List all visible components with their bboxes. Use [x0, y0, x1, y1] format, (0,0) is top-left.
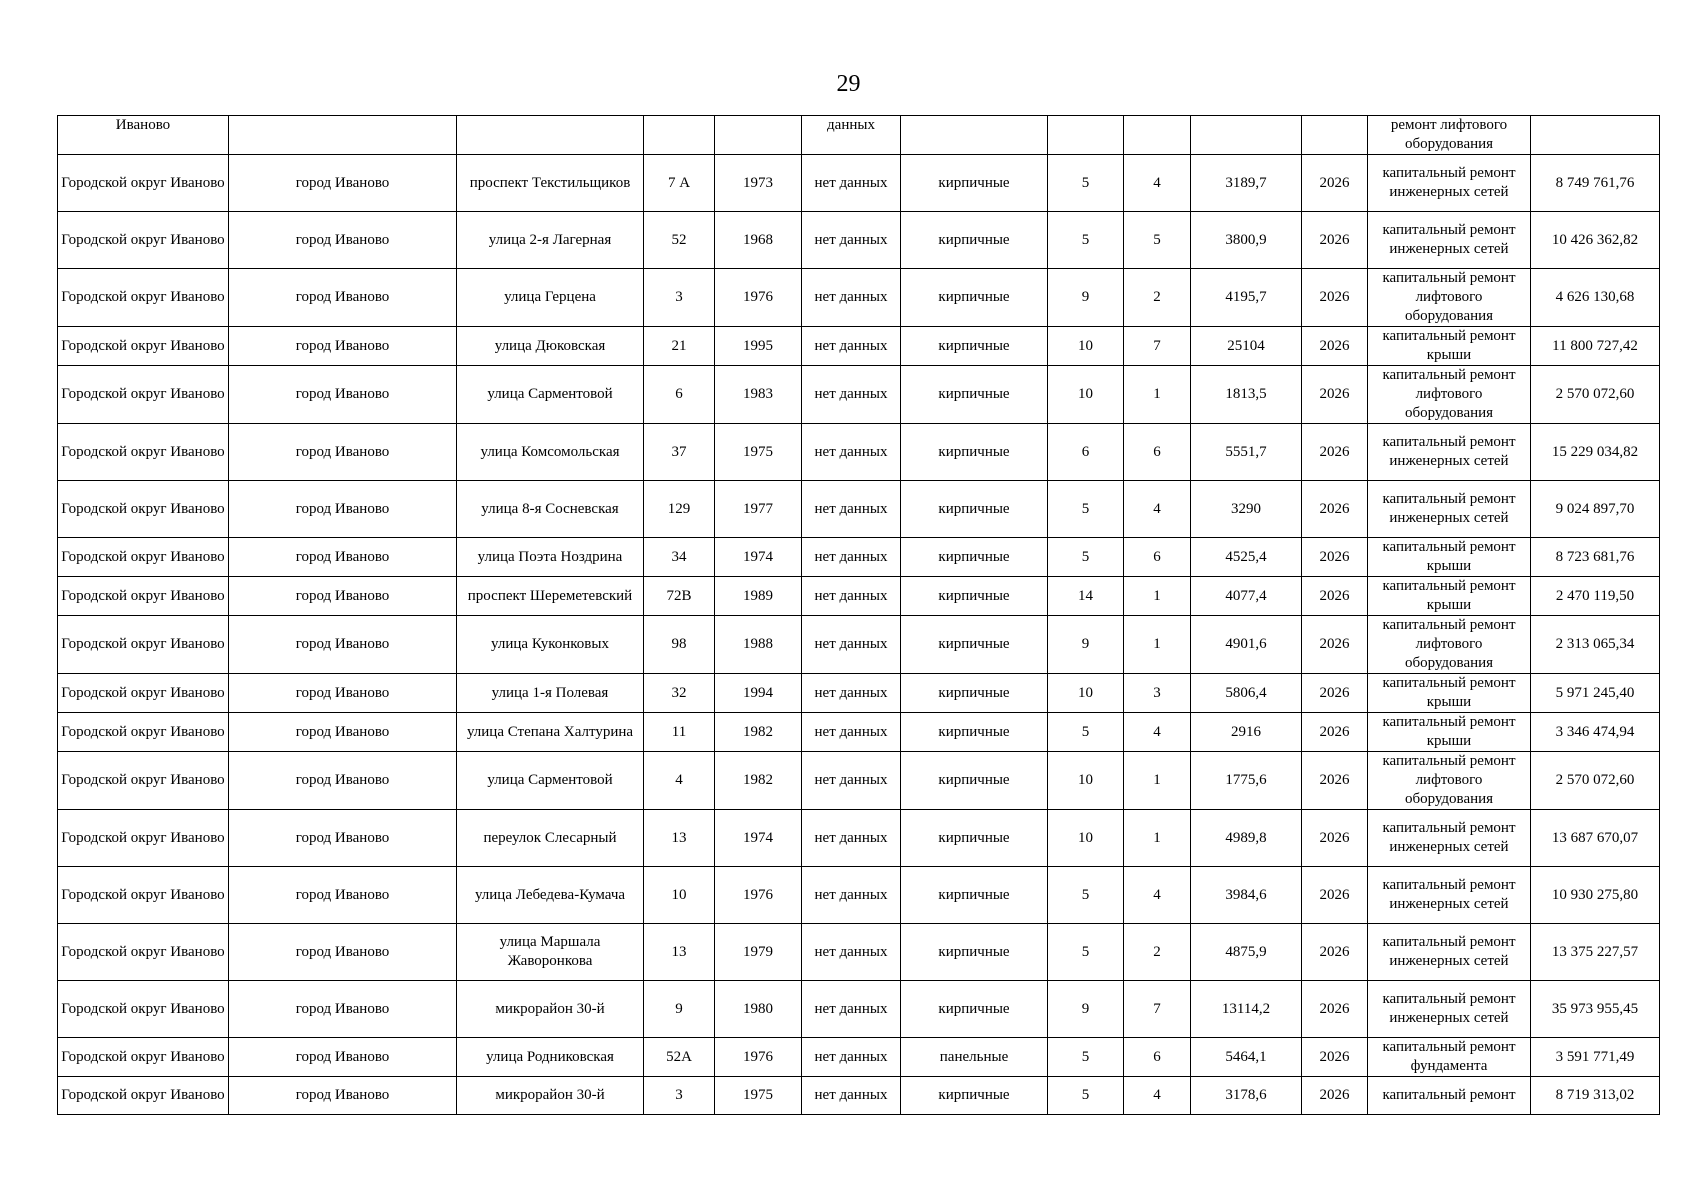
- cell-plan-year: 2026: [1302, 327, 1368, 366]
- cell-locality: город Иваново: [229, 424, 457, 481]
- cell-locality: город Иваново: [229, 616, 457, 674]
- cell-locality: город Иваново: [229, 674, 457, 713]
- table-row: [58, 1038, 1660, 1077]
- cell-plan-year: [1302, 116, 1368, 155]
- cell-floors: 9: [1048, 616, 1124, 674]
- cell-status: нет данных: [802, 1077, 901, 1115]
- cell-status: нет данных: [802, 327, 901, 366]
- table-row: [58, 810, 1660, 867]
- cell-municipality: Городской округ Иваново: [58, 577, 229, 616]
- cell-street: улица 1-я Полевая: [457, 674, 644, 713]
- cell-floors: 5: [1048, 481, 1124, 538]
- cell-wall-material: кирпичные: [901, 1077, 1048, 1115]
- cell-municipality: Городской округ Иваново: [58, 1077, 229, 1115]
- cell-house: 10: [644, 867, 715, 924]
- cell-plan-year: 2026: [1302, 752, 1368, 810]
- table-row: [58, 269, 1660, 327]
- cell-street: улица Лебедева-Кумача: [457, 867, 644, 924]
- cell-house: 13: [644, 810, 715, 867]
- cell-wall-material: кирпичные: [901, 674, 1048, 713]
- cell-street: проспект Шереметевский: [457, 577, 644, 616]
- cell-house: 9: [644, 981, 715, 1038]
- cell-status: нет данных: [802, 481, 901, 538]
- cell-wall-material: кирпичные: [901, 155, 1048, 212]
- cell-entrances: 2: [1124, 269, 1191, 327]
- cell-entrances: 6: [1124, 424, 1191, 481]
- table-row: [58, 212, 1660, 269]
- cell-cost: 8 719 313,02: [1531, 1077, 1660, 1115]
- cell-municipality: Городской округ Иваново: [58, 713, 229, 752]
- cell-cost: 35 973 955,45: [1531, 981, 1660, 1038]
- cell-year: 1977: [715, 481, 802, 538]
- cell-entrances: 1: [1124, 366, 1191, 424]
- cell-municipality: Городской округ Иваново: [58, 538, 229, 577]
- cell-plan-year: 2026: [1302, 810, 1368, 867]
- cell-municipality: Городской округ Иваново: [58, 981, 229, 1038]
- cell-status: нет данных: [802, 674, 901, 713]
- cell-area: 3984,6: [1191, 867, 1302, 924]
- cell-municipality: Городской округ Иваново: [58, 1038, 229, 1077]
- cell-cost: 13 375 227,57: [1531, 924, 1660, 981]
- cell-wall-material: кирпичные: [901, 810, 1048, 867]
- cell-area: 13114,2: [1191, 981, 1302, 1038]
- cell-municipality: Городской округ Иваново: [58, 867, 229, 924]
- cell-locality: город Иваново: [229, 327, 457, 366]
- cell-area: 4989,8: [1191, 810, 1302, 867]
- cell-entrances: 7: [1124, 327, 1191, 366]
- cell-municipality: Городской округ Иваново: [58, 327, 229, 366]
- cell-locality: [229, 116, 457, 155]
- cell-locality: город Иваново: [229, 867, 457, 924]
- cell-cost: 10 930 275,80: [1531, 867, 1660, 924]
- cell-wall-material: кирпичные: [901, 269, 1048, 327]
- cell-plan-year: 2026: [1302, 269, 1368, 327]
- cell-locality: город Иваново: [229, 212, 457, 269]
- cell-work-type: капитальный ремонт крыши: [1368, 577, 1531, 616]
- cell-status: нет данных: [802, 924, 901, 981]
- cell-entrances: 4: [1124, 713, 1191, 752]
- table-row: [58, 424, 1660, 481]
- cell-cost: 2 570 072,60: [1531, 366, 1660, 424]
- cell-status: нет данных: [802, 577, 901, 616]
- cell-area: 4195,7: [1191, 269, 1302, 327]
- cell-wall-material: кирпичные: [901, 212, 1048, 269]
- cell-year: 1968: [715, 212, 802, 269]
- cell-area: 2916: [1191, 713, 1302, 752]
- cell-house: 98: [644, 616, 715, 674]
- cell-house: 32: [644, 674, 715, 713]
- cell-house: 34: [644, 538, 715, 577]
- table-row: [58, 752, 1660, 810]
- cell-locality: город Иваново: [229, 810, 457, 867]
- cell-work-type: капитальный ремонт: [1368, 1077, 1531, 1115]
- cell-work-type: капитальный ремонт инженерных сетей: [1368, 481, 1531, 538]
- cell-floors: 10: [1048, 752, 1124, 810]
- table-row: [58, 867, 1660, 924]
- cell-cost: 4 626 130,68: [1531, 269, 1660, 327]
- cell-wall-material: кирпичные: [901, 327, 1048, 366]
- cell-floors: 9: [1048, 269, 1124, 327]
- cell-area: 5806,4: [1191, 674, 1302, 713]
- cell-floors: 5: [1048, 1077, 1124, 1115]
- cell-entrances: 4: [1124, 867, 1191, 924]
- cell-area: 3290: [1191, 481, 1302, 538]
- cell-status: нет данных: [802, 616, 901, 674]
- cell-locality: город Иваново: [229, 1077, 457, 1115]
- cell-entrances: 4: [1124, 155, 1191, 212]
- cell-entrances: 5: [1124, 212, 1191, 269]
- cell-locality: город Иваново: [229, 366, 457, 424]
- cell-work-type: капитальный ремонт лифтового оборудования: [1368, 269, 1531, 327]
- cell-cost: [1531, 116, 1660, 155]
- cell-cost: 9 024 897,70: [1531, 481, 1660, 538]
- cell-entrances: 4: [1124, 1077, 1191, 1115]
- cell-entrances: 3: [1124, 674, 1191, 713]
- cell-entrances: 6: [1124, 1038, 1191, 1077]
- cell-floors: 5: [1048, 713, 1124, 752]
- cell-plan-year: 2026: [1302, 366, 1368, 424]
- cell-municipality: Городской округ Иваново: [58, 424, 229, 481]
- cell-street: микрорайон 30-й: [457, 981, 644, 1038]
- cell-house: 11: [644, 713, 715, 752]
- cell-area: 4077,4: [1191, 577, 1302, 616]
- cell-municipality: Городской округ Иваново: [58, 924, 229, 981]
- cell-plan-year: 2026: [1302, 577, 1368, 616]
- cell-year: 1995: [715, 327, 802, 366]
- cell-cost: 13 687 670,07: [1531, 810, 1660, 867]
- page-number: 29: [836, 71, 861, 97]
- cell-year: 1988: [715, 616, 802, 674]
- cell-year: 1975: [715, 1077, 802, 1115]
- cell-locality: город Иваново: [229, 752, 457, 810]
- cell-municipality: Городской округ Иваново: [58, 810, 229, 867]
- cell-municipality: Городской округ Иваново: [58, 674, 229, 713]
- cell-status: нет данных: [802, 366, 901, 424]
- cell-work-type: капитальный ремонт лифтового оборудования: [1368, 366, 1531, 424]
- cell-locality: город Иваново: [229, 269, 457, 327]
- cell-year: 1976: [715, 269, 802, 327]
- cell-year: 1982: [715, 752, 802, 810]
- cell-status: нет данных: [802, 981, 901, 1038]
- cell-year: 1983: [715, 366, 802, 424]
- cell-cost: 5 971 245,40: [1531, 674, 1660, 713]
- cell-entrances: 1: [1124, 810, 1191, 867]
- cell-street: улица Комсомольская: [457, 424, 644, 481]
- cell-year: 1976: [715, 1038, 802, 1077]
- cell-work-type: капитальный ремонт инженерных сетей: [1368, 212, 1531, 269]
- cell-street: улица Куконковых: [457, 616, 644, 674]
- cell-locality: город Иваново: [229, 713, 457, 752]
- cell-status: нет данных: [802, 713, 901, 752]
- cell-status: нет данных: [802, 810, 901, 867]
- cell-plan-year: 2026: [1302, 981, 1368, 1038]
- cell-street: улица Дюковская: [457, 327, 644, 366]
- cell-floors: 10: [1048, 674, 1124, 713]
- cell-house: 37: [644, 424, 715, 481]
- cell-year: 1973: [715, 155, 802, 212]
- cell-wall-material: кирпичные: [901, 713, 1048, 752]
- cell-status: нет данных: [802, 424, 901, 481]
- cell-status: нет данных: [802, 752, 901, 810]
- cell-entrances: 6: [1124, 538, 1191, 577]
- cell-area: 1775,6: [1191, 752, 1302, 810]
- cell-work-type: капитальный ремонт инженерных сетей: [1368, 155, 1531, 212]
- cell-year: 1979: [715, 924, 802, 981]
- cell-locality: город Иваново: [229, 981, 457, 1038]
- cell-entrances: 1: [1124, 616, 1191, 674]
- cell-house: 13: [644, 924, 715, 981]
- cell-floors: 5: [1048, 924, 1124, 981]
- cell-work-type: ремонт лифтового оборудования: [1368, 116, 1531, 155]
- cell-house: 129: [644, 481, 715, 538]
- cell-street: микрорайон 30-й: [457, 1077, 644, 1115]
- cell-house: 3: [644, 1077, 715, 1115]
- cell-floors: 5: [1048, 538, 1124, 577]
- cell-area: [1191, 116, 1302, 155]
- cell-house: [644, 116, 715, 155]
- cell-cost: 10 426 362,82: [1531, 212, 1660, 269]
- cell-area: 3189,7: [1191, 155, 1302, 212]
- cell-floors: 14: [1048, 577, 1124, 616]
- cell-plan-year: 2026: [1302, 616, 1368, 674]
- table-row: [58, 538, 1660, 577]
- cell-year: 1975: [715, 424, 802, 481]
- cell-municipality: Городской округ Иваново: [58, 155, 229, 212]
- cell-year: 1994: [715, 674, 802, 713]
- housing-repair-table: [57, 115, 1660, 1115]
- cell-municipality: Городской округ Иваново: [58, 212, 229, 269]
- cell-wall-material: кирпичные: [901, 867, 1048, 924]
- cell-house: 3: [644, 269, 715, 327]
- cell-work-type: капитальный ремонт крыши: [1368, 327, 1531, 366]
- cell-municipality: Иваново: [58, 116, 229, 155]
- cell-year: 1982: [715, 713, 802, 752]
- cell-municipality: Городской округ Иваново: [58, 269, 229, 327]
- cell-year: 1980: [715, 981, 802, 1038]
- cell-entrances: 1: [1124, 752, 1191, 810]
- cell-floors: 5: [1048, 155, 1124, 212]
- cell-cost: 3 346 474,94: [1531, 713, 1660, 752]
- table-row-continuation: [58, 116, 1660, 155]
- cell-work-type: капитальный ремонт крыши: [1368, 538, 1531, 577]
- cell-locality: город Иваново: [229, 577, 457, 616]
- cell-street: улица Сарментовой: [457, 752, 644, 810]
- cell-wall-material: кирпичные: [901, 577, 1048, 616]
- cell-work-type: капитальный ремонт крыши: [1368, 713, 1531, 752]
- cell-area: 4901,6: [1191, 616, 1302, 674]
- cell-area: 3800,9: [1191, 212, 1302, 269]
- cell-year: 1974: [715, 538, 802, 577]
- table-row: [58, 327, 1660, 366]
- cell-house: 6: [644, 366, 715, 424]
- cell-floors: 10: [1048, 810, 1124, 867]
- cell-status: нет данных: [802, 212, 901, 269]
- cell-floors: [1048, 116, 1124, 155]
- cell-street: переулок Слесарный: [457, 810, 644, 867]
- cell-plan-year: 2026: [1302, 155, 1368, 212]
- cell-wall-material: кирпичные: [901, 481, 1048, 538]
- cell-plan-year: 2026: [1302, 867, 1368, 924]
- cell-street: улица Поэта Ноздрина: [457, 538, 644, 577]
- cell-area: 4875,9: [1191, 924, 1302, 981]
- cell-area: 1813,5: [1191, 366, 1302, 424]
- cell-wall-material: кирпичные: [901, 424, 1048, 481]
- cell-wall-material: [901, 116, 1048, 155]
- cell-year: 1989: [715, 577, 802, 616]
- cell-work-type: капитальный ремонт инженерных сетей: [1368, 867, 1531, 924]
- cell-status: нет данных: [802, 269, 901, 327]
- cell-status: нет данных: [802, 1038, 901, 1077]
- cell-house: 21: [644, 327, 715, 366]
- cell-municipality: Городской округ Иваново: [58, 616, 229, 674]
- cell-status: нет данных: [802, 155, 901, 212]
- cell-house: 4: [644, 752, 715, 810]
- cell-entrances: 2: [1124, 924, 1191, 981]
- cell-work-type: капитальный ремонт крыши: [1368, 674, 1531, 713]
- cell-street: улица 8-я Сосневская: [457, 481, 644, 538]
- cell-plan-year: 2026: [1302, 212, 1368, 269]
- cell-year: 1976: [715, 867, 802, 924]
- cell-cost: 15 229 034,82: [1531, 424, 1660, 481]
- cell-status: нет данных: [802, 538, 901, 577]
- cell-wall-material: кирпичные: [901, 924, 1048, 981]
- table-row: [58, 713, 1660, 752]
- table-row: [58, 981, 1660, 1038]
- cell-municipality: Городской округ Иваново: [58, 481, 229, 538]
- cell-floors: 6: [1048, 424, 1124, 481]
- cell-entrances: 7: [1124, 981, 1191, 1038]
- cell-entrances: [1124, 116, 1191, 155]
- cell-area: 4525,4: [1191, 538, 1302, 577]
- cell-plan-year: 2026: [1302, 924, 1368, 981]
- cell-work-type: капитальный ремонт инженерных сетей: [1368, 424, 1531, 481]
- cell-entrances: 4: [1124, 481, 1191, 538]
- cell-plan-year: 2026: [1302, 538, 1368, 577]
- cell-cost: 8 723 681,76: [1531, 538, 1660, 577]
- table-body: [58, 116, 1660, 1115]
- table-row: [58, 366, 1660, 424]
- table-row: [58, 481, 1660, 538]
- table-row: [58, 577, 1660, 616]
- cell-area: 3178,6: [1191, 1077, 1302, 1115]
- cell-wall-material: кирпичные: [901, 616, 1048, 674]
- cell-cost: 2 470 119,50: [1531, 577, 1660, 616]
- cell-street: проспект Текстильщиков: [457, 155, 644, 212]
- cell-cost: 11 800 727,42: [1531, 327, 1660, 366]
- table-row: [58, 924, 1660, 981]
- cell-house: 7 А: [644, 155, 715, 212]
- cell-wall-material: кирпичные: [901, 366, 1048, 424]
- cell-work-type: капитальный ремонт инженерных сетей: [1368, 924, 1531, 981]
- cell-plan-year: 2026: [1302, 424, 1368, 481]
- cell-area: 5551,7: [1191, 424, 1302, 481]
- cell-plan-year: 2026: [1302, 674, 1368, 713]
- cell-floors: 5: [1048, 1038, 1124, 1077]
- cell-entrances: 1: [1124, 577, 1191, 616]
- cell-locality: город Иваново: [229, 1038, 457, 1077]
- cell-floors: 5: [1048, 212, 1124, 269]
- cell-floors: 10: [1048, 327, 1124, 366]
- cell-area: 25104: [1191, 327, 1302, 366]
- cell-floors: 5: [1048, 867, 1124, 924]
- cell-street: улица Степана Халтурина: [457, 713, 644, 752]
- cell-status: данных: [802, 116, 901, 155]
- cell-work-type: капитальный ремонт инженерных сетей: [1368, 810, 1531, 867]
- cell-wall-material: кирпичные: [901, 752, 1048, 810]
- cell-cost: 8 749 761,76: [1531, 155, 1660, 212]
- cell-wall-material: кирпичные: [901, 981, 1048, 1038]
- cell-area: 5464,1: [1191, 1038, 1302, 1077]
- cell-floors: 9: [1048, 981, 1124, 1038]
- cell-street: улица Герцена: [457, 269, 644, 327]
- cell-plan-year: 2026: [1302, 1038, 1368, 1077]
- table-row: [58, 155, 1660, 212]
- cell-status: нет данных: [802, 867, 901, 924]
- cell-municipality: Городской округ Иваново: [58, 366, 229, 424]
- cell-street: улица Родниковская: [457, 1038, 644, 1077]
- cell-work-type: капитальный ремонт лифтового оборудования: [1368, 752, 1531, 810]
- cell-street: улица Маршала Жаворонкова: [457, 924, 644, 981]
- table-row: [58, 674, 1660, 713]
- cell-locality: город Иваново: [229, 538, 457, 577]
- cell-house: 52А: [644, 1038, 715, 1077]
- cell-locality: город Иваново: [229, 155, 457, 212]
- cell-year: 1974: [715, 810, 802, 867]
- cell-cost: 3 591 771,49: [1531, 1038, 1660, 1077]
- cell-work-type: капитальный ремонт лифтового оборудования: [1368, 616, 1531, 674]
- cell-work-type: капитальный ремонт инженерных сетей: [1368, 981, 1531, 1038]
- cell-plan-year: 2026: [1302, 1077, 1368, 1115]
- cell-locality: город Иваново: [229, 481, 457, 538]
- cell-plan-year: 2026: [1302, 481, 1368, 538]
- cell-wall-material: кирпичные: [901, 538, 1048, 577]
- cell-locality: город Иваново: [229, 924, 457, 981]
- table-row: [58, 1077, 1660, 1115]
- cell-municipality: Городской округ Иваново: [58, 752, 229, 810]
- cell-cost: 2 570 072,60: [1531, 752, 1660, 810]
- cell-street: [457, 116, 644, 155]
- cell-street: улица 2-я Лагерная: [457, 212, 644, 269]
- cell-house: 52: [644, 212, 715, 269]
- cell-house: 72В: [644, 577, 715, 616]
- cell-floors: 10: [1048, 366, 1124, 424]
- cell-wall-material: панельные: [901, 1038, 1048, 1077]
- cell-street: улица Сарментовой: [457, 366, 644, 424]
- cell-cost: 2 313 065,34: [1531, 616, 1660, 674]
- table-row: [58, 616, 1660, 674]
- cell-year: [715, 116, 802, 155]
- cell-plan-year: 2026: [1302, 713, 1368, 752]
- cell-work-type: капитальный ремонт фундамента: [1368, 1038, 1531, 1077]
